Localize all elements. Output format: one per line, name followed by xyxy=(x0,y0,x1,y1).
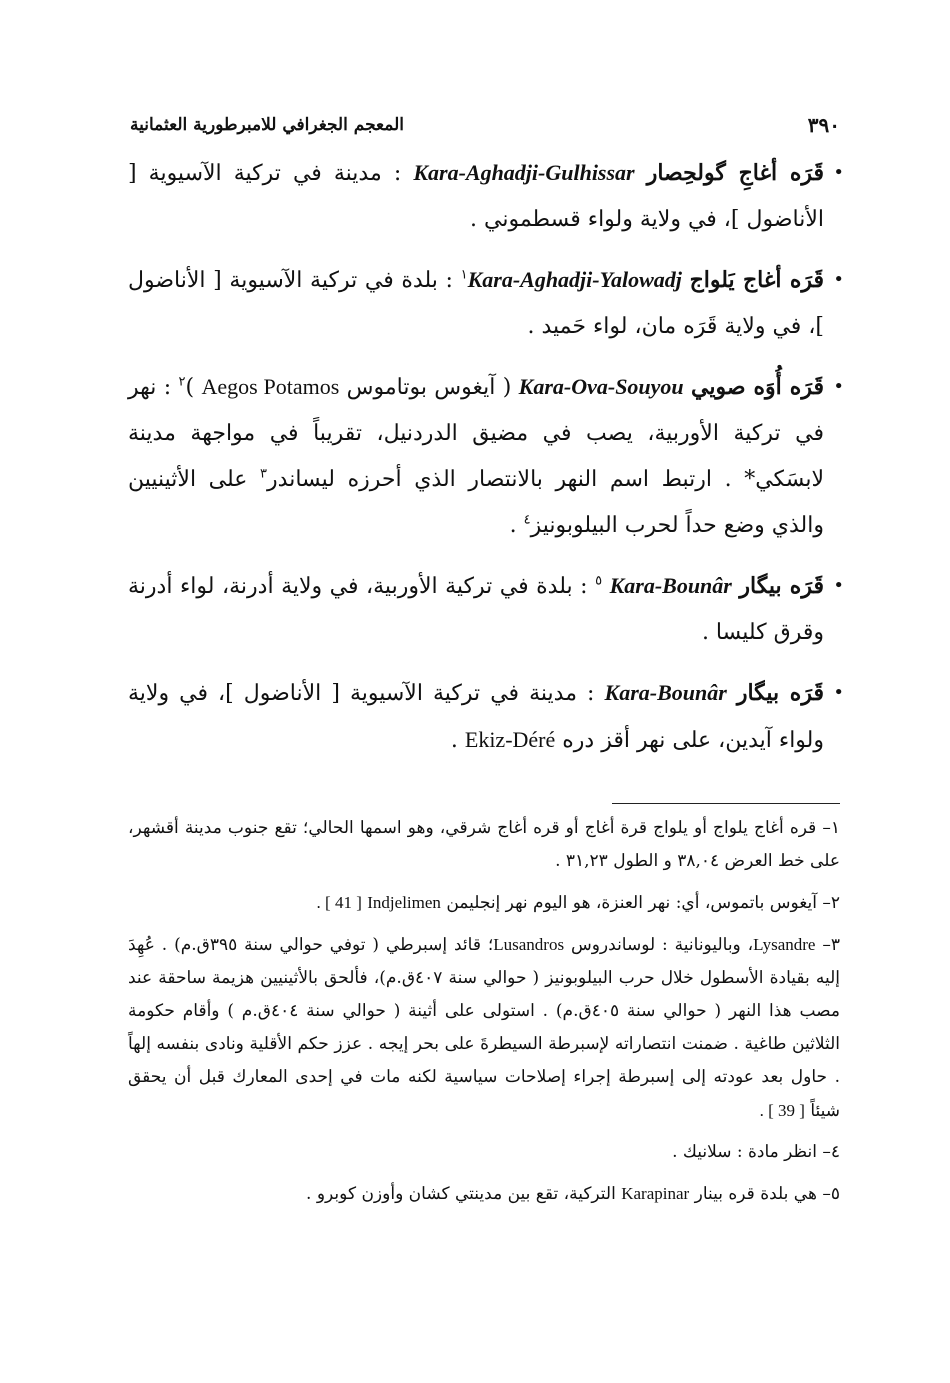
entry-text: : مدينة في تركية الآسيوية [ الأناضول ]، في ولاية ولواء آيدين، على نهر أقز دره xyxy=(128,681,824,753)
entry-extra-latin: Ekiz-Déré xyxy=(464,727,556,752)
footnote-number: ٣– xyxy=(822,935,840,955)
entry-paren-close: ) xyxy=(185,375,195,400)
footnote-ref: ١ xyxy=(460,267,468,283)
entry-name-latin: Kara-Bounâr xyxy=(609,573,732,598)
entry-paren-latin: Aegos Potamos xyxy=(201,374,340,399)
entry-text-end: . xyxy=(450,728,458,753)
entry-kara-aghadji-yalowadj xyxy=(128,257,844,350)
entry-kara-bounar-asia xyxy=(128,670,844,764)
entry-text: : نهر في تركية الأوربية، يصب في مضيق الدردنيل، تقريباً في مواجهة مدينة لابسَكي* . ارتبط اسم النهر بالانتصار الذي أحرزه ليساندر xyxy=(128,375,824,492)
entry-text: : مدينة في تركية الآسيوية [ الأناضول ]، في ولاية ولواء قسطموني . xyxy=(128,161,824,232)
footnotes xyxy=(128,812,840,1219)
footnote-ref: ٥ xyxy=(595,573,603,589)
entry-text: : بلدة في تركية الآسيوية [ الأناضول ]، في ولاية قَرَه مان، لواء حَميد . xyxy=(128,268,824,339)
entry-name-arabic: قَرَه بيگار xyxy=(736,680,824,706)
entry-kara-ova-souyou xyxy=(128,364,844,549)
footnote-1 xyxy=(128,812,840,878)
footnote-number: ٥– xyxy=(822,1184,840,1204)
entry-text: : بلدة في تركية الأوربية، في ولاية أدرنة، لواء أدرنة وقرق كليسا . xyxy=(128,574,824,645)
footnote-4 xyxy=(128,1136,840,1169)
bullet-icon: • xyxy=(833,575,844,596)
footnote-text: انظر مادة : سلانيك . xyxy=(672,1142,817,1162)
footnote-latin: Lysandre xyxy=(753,935,816,954)
bullet-icon: • xyxy=(833,162,844,183)
page-header xyxy=(130,110,840,140)
bullet-icon: • xyxy=(833,682,844,703)
footnote-divider xyxy=(612,803,840,804)
bullet-icon: • xyxy=(833,376,844,397)
footnote-text: آيغوس باتموس، أي: نهر العنزة، هو اليوم نهر إنجليمن xyxy=(446,893,817,913)
footnote-text-continued: ؛ قائد إسبرطي ( توفي حوالي سنة ٣٩٥ق.م) . عُهِدَ إليه بقيادة الأسطول خلال حرب البيلوبونيز ( حوالي سنة ٤٠٧ق.م)، فألحق بالأثينيين هزيمة ساحقة عند مصب هذا النهر ( حوالي سنة ٤٠٥ق.م) . استولى على أثينة ( حوالي سنة ٤٠٤ق.م ) وأقام حكومة الثلاثين طاغية . ضمنت انتصاراته لإسبرطة السيطرةَ على بحر إيجه . عزز حكم الأقلية ونادى بنفسه إلهاً . حاول بعد عودته إلى إسبرطة إجراء إصلاحات سياسية لكنه مات في إحدى المعارك قبل أن يحقق شيئاً xyxy=(128,935,840,1121)
entry-name-arabic: قَرَه بيگار xyxy=(739,573,824,599)
footnote-ref: ٤ xyxy=(523,512,531,528)
footnote-ref: ٣ xyxy=(260,466,268,482)
footnote-2 xyxy=(128,886,840,920)
entries-list xyxy=(128,150,844,778)
entry-name-latin: Kara-Ova-Souyou xyxy=(518,374,684,399)
entry-name-arabic: قَرَه أُوَه صويي xyxy=(691,374,824,400)
footnote-ref: ٢ xyxy=(178,374,186,390)
footnote-number: ٢– xyxy=(822,893,840,913)
footnote-5 xyxy=(128,1177,840,1211)
entry-paren-open: ( آيغوس بوتاموس xyxy=(346,375,512,400)
footnote-latin: Indjelimen xyxy=(367,893,441,912)
footnote-text: قره أغاج يلواج أو يلواج قرة أغاج أو قره أغاج شرقي، وهو اسمها الحالي؛ تقع جنوب مدينة أقشهر، على خط العرض ٣٨,٠٤ و الطول ٣١,٢٣ . xyxy=(128,818,840,871)
entry-kara-bounar-europe xyxy=(128,563,844,656)
footnote-reference: [ 41 ] . xyxy=(316,893,362,912)
footnote-text: ، وباليونانية : لوساندروس xyxy=(570,935,754,955)
entry-name-latin: Kara-Aghadji-Gulhissar xyxy=(413,160,635,185)
entry-name-arabic: قَرَه أغاج يَلواج xyxy=(689,267,824,293)
footnote-text-continued: التركية، تقع بين مدينتي كشان وأوزن كوبرو . xyxy=(306,1184,616,1204)
entry-name-latin: Kara-Bounâr xyxy=(604,680,727,705)
footnote-latin: Karapinar xyxy=(621,1184,690,1203)
footnote-3 xyxy=(128,928,840,1128)
footnote-latin-2: Lusandros xyxy=(493,935,565,954)
footnote-reference: [ 39 ] . xyxy=(759,1101,805,1120)
entry-text-end: . xyxy=(509,513,517,538)
footnote-text: هي بلدة قره بينار xyxy=(694,1184,817,1204)
footnote-number: ١– xyxy=(822,818,840,838)
running-title: المعجم الجغرافي للامبرطورية العثمانية xyxy=(130,115,404,135)
footnote-number: ٤– xyxy=(822,1142,840,1162)
bullet-icon: • xyxy=(833,269,844,290)
page-number: ٣٩٠ xyxy=(807,113,840,137)
entry-name-arabic: قَرَه أغاجِ گولحِصار xyxy=(646,160,825,186)
entry-kara-aghadji-gulhissar xyxy=(128,150,844,243)
entry-name-latin: Kara-Aghadji-Yalowadj xyxy=(467,267,682,292)
entry-text-continued: على الأثينيين والذي وضع حداً لحرب البيلوبونيز xyxy=(128,467,824,538)
